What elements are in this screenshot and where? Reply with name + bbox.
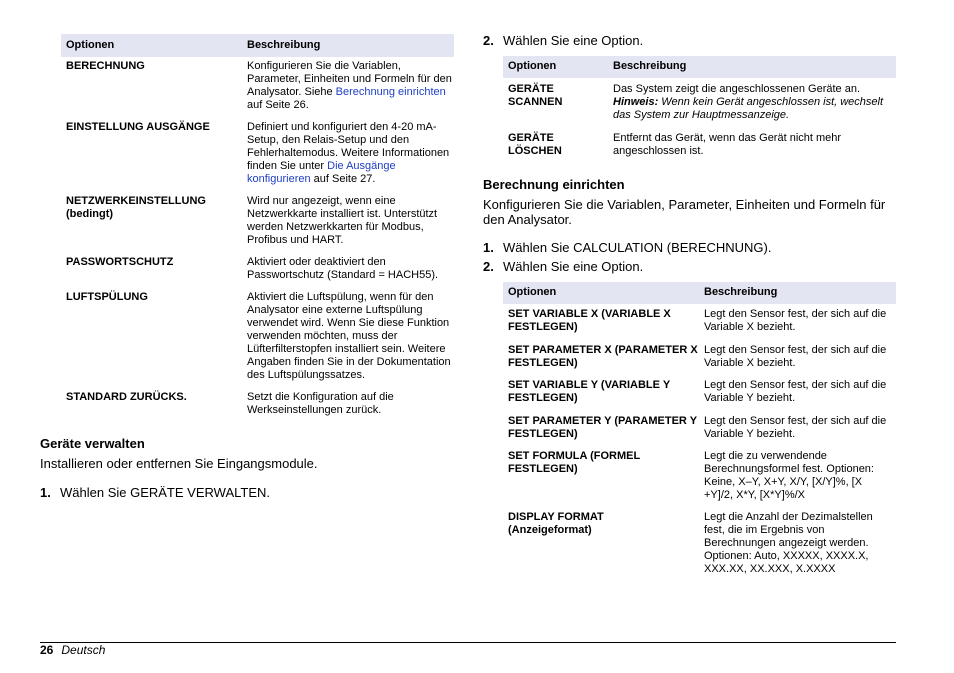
header-description: Beschreibung bbox=[613, 60, 687, 72]
option-name: SET VARIABLE X (VARIABLE X FESTLEGEN) bbox=[508, 308, 671, 333]
option-description: Definiert und konfiguriert den 4-20 mA-Setup, den Relais-Setup und den Fehlerhaltemodus. Weitere Informationen finden Sie unter Die Ausgänge konfigurieren auf Seite 27. bbox=[247, 121, 450, 185]
option-name: NETZWERKEINSTELLUNG (bedingt) bbox=[66, 195, 206, 220]
table-header-row bbox=[503, 282, 896, 304]
option-name: PASSWORTSCHUTZ bbox=[66, 256, 174, 268]
header-options: Optionen bbox=[508, 286, 557, 298]
option-name: SET PARAMETER Y (PARAMETER Y FESTLEGEN) bbox=[508, 415, 697, 440]
calculation-options-table bbox=[503, 282, 896, 575]
footer-divider bbox=[40, 642, 896, 643]
option-description: Legt die zu verwendende Berechnungsformel fest. Optionen: Keine, X–Y, X+Y, X/Y, [X/Y]%, [X +Y]/2, X*Y, [X*Y]%/X bbox=[704, 450, 874, 501]
footer-language: Deutsch bbox=[61, 643, 106, 657]
step-2-geraete: 2. Wählen Sie eine Option. bbox=[483, 33, 644, 48]
option-name: GERÄTE LÖSCHEN bbox=[508, 132, 562, 157]
header-options: Optionen bbox=[508, 60, 557, 72]
option-name: GERÄTE SCANNEN bbox=[508, 83, 563, 108]
page-footer bbox=[40, 643, 105, 657]
option-description: Legt den Sensor fest, der sich auf die Variable X bezieht. bbox=[704, 308, 887, 333]
option-name: SET VARIABLE Y (VARIABLE Y FESTLEGEN) bbox=[508, 379, 670, 404]
option-name: EINSTELLUNG AUSGÄNGE bbox=[66, 121, 210, 133]
section-intro-berechnung: Konfigurieren Sie die Variablen, Parameter, Einheiten und Formeln für den Analysator. bbox=[483, 197, 886, 227]
step-1-geraete: 1. Wählen Sie GERÄTE VERWALTEN. bbox=[40, 485, 270, 500]
option-description: Legt den Sensor fest, der sich auf die Variable X bezieht. bbox=[704, 344, 887, 369]
header-description: Beschreibung bbox=[242, 34, 454, 57]
option-description: Aktiviert die Luftspülung, wenn für den Analysator eine externe Luftspülung verwendet wird. Wenn Sie diese Funktion verwenden möchten, muss der Lüfterfilterstopfen installiert sein. Weitere Angaben finden Sie in der Dokumentation des Luftspülungssatzes. bbox=[247, 291, 451, 381]
option-name: SET FORMULA (FORMEL FESTLEGEN) bbox=[508, 450, 640, 475]
table-header-row bbox=[503, 56, 896, 78]
note-text: Wenn kein Gerät angeschlossen ist, wechselt das System zur Hauptmessanzeige. bbox=[613, 96, 884, 121]
option-name: BERECHNUNG bbox=[66, 60, 145, 72]
section-intro-geraete: Installieren oder entfernen Sie Eingangsmodule. bbox=[40, 456, 318, 471]
devices-options-table bbox=[503, 56, 896, 157]
page-number: 26 bbox=[40, 643, 54, 657]
option-description: Legt den Sensor fest, der sich auf die Variable Y bezieht. bbox=[704, 379, 887, 404]
option-description: Legt die Anzahl der Dezimalstellen fest, die im Ergebnis von Berechnungen angezeigt werden. Optionen: Auto, XXXXX, XXXX.X, XXX.XX, XX.XXX, X.XXXX bbox=[704, 511, 873, 575]
option-name: STANDARD ZURÜCKS. bbox=[66, 391, 187, 403]
option-description: Das System zeigt die angeschlossenen Geräte an. Hinweis: Wenn kein Gerät angeschlossen ist, wechselt das System zur Hauptmessanzeige. bbox=[613, 83, 884, 121]
option-description: Legt den Sensor fest, der sich auf die Variable Y bezieht. bbox=[704, 415, 887, 440]
option-description: Wird nur angezeigt, wenn eine Netzwerkkarte installiert ist. Unterstützt werden Netzwerkkarten für Modbus, Profibus und HART. bbox=[247, 195, 438, 246]
step-2-berechnung: 2. Wählen Sie eine Option. bbox=[483, 259, 644, 274]
table-header-row bbox=[61, 34, 454, 57]
note-label: Hinweis: bbox=[613, 96, 659, 108]
settings-options-table bbox=[61, 34, 454, 57]
option-description: Konfigurieren Sie die Variablen, Parameter, Einheiten und Formeln für den Analysator. Siehe Berechnung einrichten auf Seite 26. bbox=[247, 60, 452, 111]
option-name: SET PARAMETER X (PARAMETER X FESTLEGEN) bbox=[508, 344, 698, 369]
section-heading-geraete: Geräte verwalten bbox=[40, 436, 145, 451]
option-description: Aktiviert oder deaktiviert den Passwortschutz (Standard = HACH55). bbox=[247, 256, 439, 281]
step-1-berechnung: 1. Wählen Sie CALCULATION (BERECHNUNG). bbox=[483, 240, 772, 255]
section-heading-berechnung: Berechnung einrichten bbox=[483, 177, 625, 192]
link-berechnung-einrichten[interactable]: Berechnung einrichten bbox=[335, 86, 446, 98]
option-name: DISPLAY FORMAT (Anzeigeformat) bbox=[508, 511, 604, 536]
header-options: Optionen bbox=[61, 34, 242, 57]
option-description: Setzt die Konfiguration auf die Werkseinstellungen zurück. bbox=[247, 391, 394, 416]
link-ausgaenge-konfigurieren[interactable]: Die Ausgänge konfigurieren bbox=[247, 160, 396, 185]
header-description: Beschreibung bbox=[704, 286, 778, 298]
option-description: Entfernt das Gerät, wenn das Gerät nicht mehr angeschlossen ist. bbox=[613, 132, 842, 157]
option-name: LUFTSPÜLUNG bbox=[66, 291, 148, 303]
